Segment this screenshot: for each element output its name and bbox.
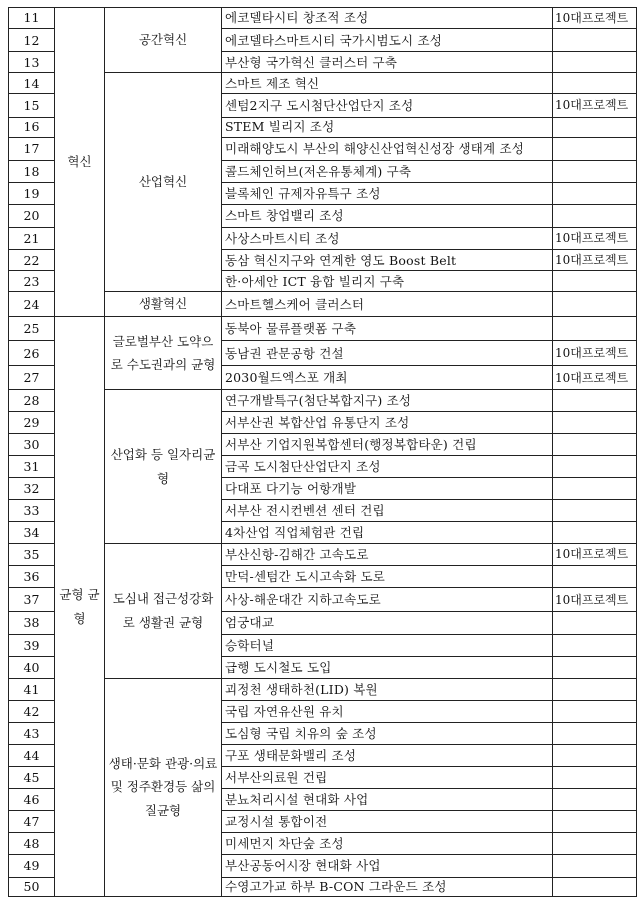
project-name: 부산신항-김해간 고속도로 <box>222 544 553 566</box>
project-note <box>553 477 637 499</box>
project-note <box>553 744 637 766</box>
row-number: 39 <box>9 634 55 656</box>
row-number: 40 <box>9 656 55 678</box>
project-note <box>553 317 637 341</box>
table-row <box>9 317 637 341</box>
row-number: 48 <box>9 833 55 855</box>
row-number: 15 <box>9 94 55 117</box>
project-name: 동남권 관문공항 건설 <box>222 341 553 366</box>
project-name: 서부산 전시컨벤션 센터 건립 <box>222 499 553 521</box>
project-note <box>553 390 637 411</box>
project-name: 에코델타스마트시티 국가시범도시 조성 <box>222 29 553 52</box>
row-number: 49 <box>9 855 55 877</box>
row-number: 18 <box>9 160 55 182</box>
project-name: 분뇨처리시설 현대화 사업 <box>222 789 553 811</box>
row-number: 42 <box>9 700 55 722</box>
project-name: 국립 자연유산원 유치 <box>222 700 553 722</box>
project-note <box>553 182 637 204</box>
project-name: 센텀2지구 도시첨단산업단지 조성 <box>222 94 553 117</box>
project-name: STEM 빌리지 조성 <box>222 117 553 137</box>
project-note: 10대프로젝트 <box>553 588 637 612</box>
row-number: 23 <box>9 271 55 292</box>
project-note <box>553 811 637 833</box>
row-number: 35 <box>9 544 55 566</box>
project-note <box>553 789 637 811</box>
project-name: 서부산의료원 건립 <box>222 767 553 789</box>
project-note: 10대프로젝트 <box>553 228 637 250</box>
project-name: 승학터널 <box>222 634 553 656</box>
row-number: 16 <box>9 117 55 137</box>
project-name: 블록체인 규제자유특구 조성 <box>222 182 553 204</box>
row-number: 14 <box>9 73 55 94</box>
row-number: 46 <box>9 789 55 811</box>
project-note <box>553 833 637 855</box>
row-number: 12 <box>9 29 55 52</box>
row-number: 45 <box>9 767 55 789</box>
project-note <box>553 522 637 544</box>
row-number: 41 <box>9 678 55 700</box>
row-number: 32 <box>9 477 55 499</box>
row-number: 20 <box>9 204 55 227</box>
project-name: 도심형 국립 치유의 숲 조성 <box>222 722 553 744</box>
project-name: 다대포 다기능 어항개발 <box>222 477 553 499</box>
project-note <box>553 433 637 455</box>
project-name: 2030월드엑스포 개최 <box>222 366 553 390</box>
project-table-body <box>9 8 637 897</box>
row-number: 30 <box>9 433 55 455</box>
row-number: 13 <box>9 52 55 73</box>
row-number: 28 <box>9 390 55 411</box>
project-name: 부산공동어시장 현대화 사업 <box>222 855 553 877</box>
project-note <box>553 656 637 678</box>
project-name: 동삼 혁신지구와 연계한 영도 Boost Belt <box>222 250 553 271</box>
row-number: 22 <box>9 250 55 271</box>
project-name: 스마트 제조 혁신 <box>222 73 553 94</box>
project-table <box>8 7 637 897</box>
project-note <box>553 877 637 896</box>
project-note <box>553 612 637 634</box>
project-name: 교정시설 통합이전 <box>222 811 553 833</box>
project-note: 10대프로젝트 <box>553 250 637 271</box>
row-number: 24 <box>9 292 55 317</box>
project-note <box>553 411 637 433</box>
category-sub: 생태·문화 관광·의료 및 정주환경등 삶의질균형 <box>105 678 222 896</box>
row-number: 26 <box>9 341 55 366</box>
project-note <box>553 455 637 477</box>
row-number: 17 <box>9 137 55 160</box>
project-name: 구포 생태문화밸리 조성 <box>222 744 553 766</box>
project-name: 만덕-센텀간 도시고속화 도로 <box>222 566 553 588</box>
project-name: 콜드체인허브(저온유통체계) 구축 <box>222 160 553 182</box>
project-name: 한·아세안 ICT 융합 빌리지 구축 <box>222 271 553 292</box>
category-sub: 산업혁신 <box>105 73 222 292</box>
project-name: 스마트헬스케어 클러스터 <box>222 292 553 317</box>
row-number: 34 <box>9 522 55 544</box>
project-note: 10대프로젝트 <box>553 94 637 117</box>
row-number: 33 <box>9 499 55 521</box>
row-number: 31 <box>9 455 55 477</box>
row-number: 43 <box>9 722 55 744</box>
project-name: 수영고가교 하부 B-CON 그라운드 조성 <box>222 877 553 896</box>
project-name: 동북아 물류플랫폼 구축 <box>222 317 553 341</box>
project-note <box>553 855 637 877</box>
project-name: 서부산권 복합산업 유통단지 조성 <box>222 411 553 433</box>
project-name: 스마트 창업밸리 조성 <box>222 204 553 227</box>
project-name: 금곡 도시첨단산업단지 조성 <box>222 455 553 477</box>
row-number: 37 <box>9 588 55 612</box>
project-note <box>553 767 637 789</box>
category-sub: 산업화 등 일자리균형 <box>105 390 222 544</box>
project-note <box>553 52 637 73</box>
project-note <box>553 499 637 521</box>
project-note <box>553 292 637 317</box>
row-number: 38 <box>9 612 55 634</box>
project-note <box>553 566 637 588</box>
project-note <box>553 204 637 227</box>
project-note: 10대프로젝트 <box>553 544 637 566</box>
project-name: 미래해양도시 부산의 해양신산업혁신성장 생태계 조성 <box>222 137 553 160</box>
category-major: 혁신 <box>55 8 105 317</box>
row-number: 27 <box>9 366 55 390</box>
project-note <box>553 634 637 656</box>
row-number: 47 <box>9 811 55 833</box>
project-name: 연구개발특구(첨단복합지구) 조성 <box>222 390 553 411</box>
project-note: 10대프로젝트 <box>553 8 637 29</box>
project-note: 10대프로젝트 <box>553 366 637 390</box>
project-name: 미세먼지 차단숲 조성 <box>222 833 553 855</box>
category-sub: 생활혁신 <box>105 292 222 317</box>
project-name: 4차산업 직업체험관 건립 <box>222 522 553 544</box>
project-name: 사상-해운대간 지하고속도로 <box>222 588 553 612</box>
project-name: 에코델타시티 창조적 조성 <box>222 8 553 29</box>
row-number: 29 <box>9 411 55 433</box>
category-sub: 도심내 접근성강화로 생활권 균형 <box>105 544 222 679</box>
project-note <box>553 29 637 52</box>
row-number: 25 <box>9 317 55 341</box>
project-note <box>553 722 637 744</box>
category-sub: 글로벌부산 도약으로 수도권과의 균형 <box>105 317 222 390</box>
project-note <box>553 271 637 292</box>
project-note <box>553 160 637 182</box>
project-note <box>553 73 637 94</box>
category-major: 균형 균형 <box>55 317 105 897</box>
project-note <box>553 117 637 137</box>
project-name: 엄궁대교 <box>222 612 553 634</box>
row-number: 50 <box>9 877 55 896</box>
table-row <box>9 8 637 29</box>
category-sub: 공간혁신 <box>105 8 222 73</box>
row-number: 44 <box>9 744 55 766</box>
project-name: 괴정천 생태하천(LID) 복원 <box>222 678 553 700</box>
project-note: 10대프로젝트 <box>553 341 637 366</box>
project-name: 부산형 국가혁신 클러스터 구축 <box>222 52 553 73</box>
project-name: 사상스마트시티 조성 <box>222 228 553 250</box>
project-note <box>553 137 637 160</box>
row-number: 36 <box>9 566 55 588</box>
project-note <box>553 700 637 722</box>
row-number: 11 <box>9 8 55 29</box>
row-number: 19 <box>9 182 55 204</box>
project-note <box>553 678 637 700</box>
project-name: 급행 도시철도 도입 <box>222 656 553 678</box>
project-name: 서부산 기업지원복합센터(행정복합타운) 건립 <box>222 433 553 455</box>
row-number: 21 <box>9 228 55 250</box>
